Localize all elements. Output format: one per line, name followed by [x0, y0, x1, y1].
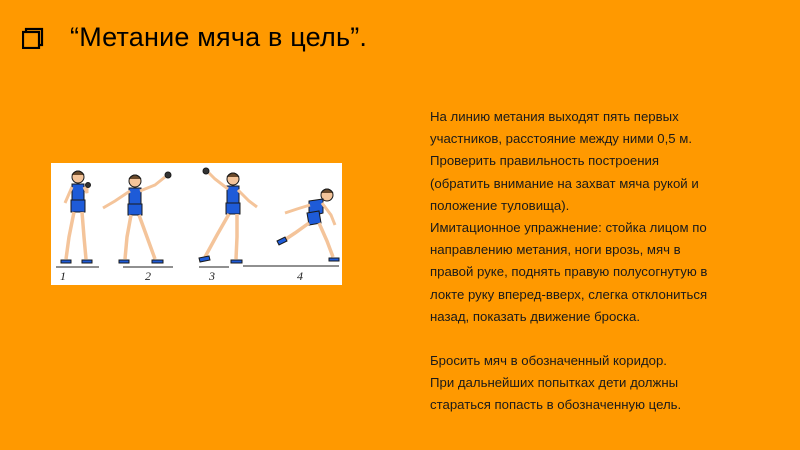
text-line: Имитационное упражнение: стойка лицом по — [430, 220, 707, 236]
text-line: Бросить мяч в обозначенный коридор. — [430, 353, 667, 369]
text-line: назад, показать движение броска. — [430, 308, 641, 324]
figure-number-2: 2 — [145, 269, 151, 283]
text-line: стараться попасть в обозначенную цель. — [430, 397, 682, 413]
figure-number-4: 4 — [297, 269, 303, 283]
text-line: участников, расстояние между ними 0,5 м. — [430, 131, 693, 147]
figure-3 — [199, 168, 257, 263]
text-line: Проверить правильность построения — [430, 153, 660, 169]
figure-4 — [277, 189, 339, 261]
slide-title: “Метание мяча в цель”. — [70, 22, 368, 52]
text-line: (обратить внимание на захват мяча рукой и — [430, 175, 699, 191]
throwing-technique-illustration — [51, 163, 342, 285]
text-line: локте руку вперед-вверх, слегка отклониться — [430, 286, 708, 302]
title-row — [22, 22, 367, 53]
text-line: На линию метания выходят пять первых — [430, 109, 679, 124]
figure-1 — [61, 171, 92, 263]
text-line: направлению метания, ноги врозь, мяч в — [430, 242, 681, 258]
text-line: правой руке, поднять правую полусогнутую в — [430, 264, 708, 280]
figure-2 — [103, 172, 171, 263]
checkbox-bullet-icon — [22, 27, 44, 49]
figure-number-3: 3 — [209, 269, 215, 283]
body-text — [430, 106, 780, 417]
paragraph-gap — [430, 328, 780, 350]
figure-number-1: 1 — [60, 269, 66, 283]
text-line: положение туловища). — [430, 197, 570, 213]
text-line: При дальнейших попытках дети должны — [430, 375, 679, 391]
